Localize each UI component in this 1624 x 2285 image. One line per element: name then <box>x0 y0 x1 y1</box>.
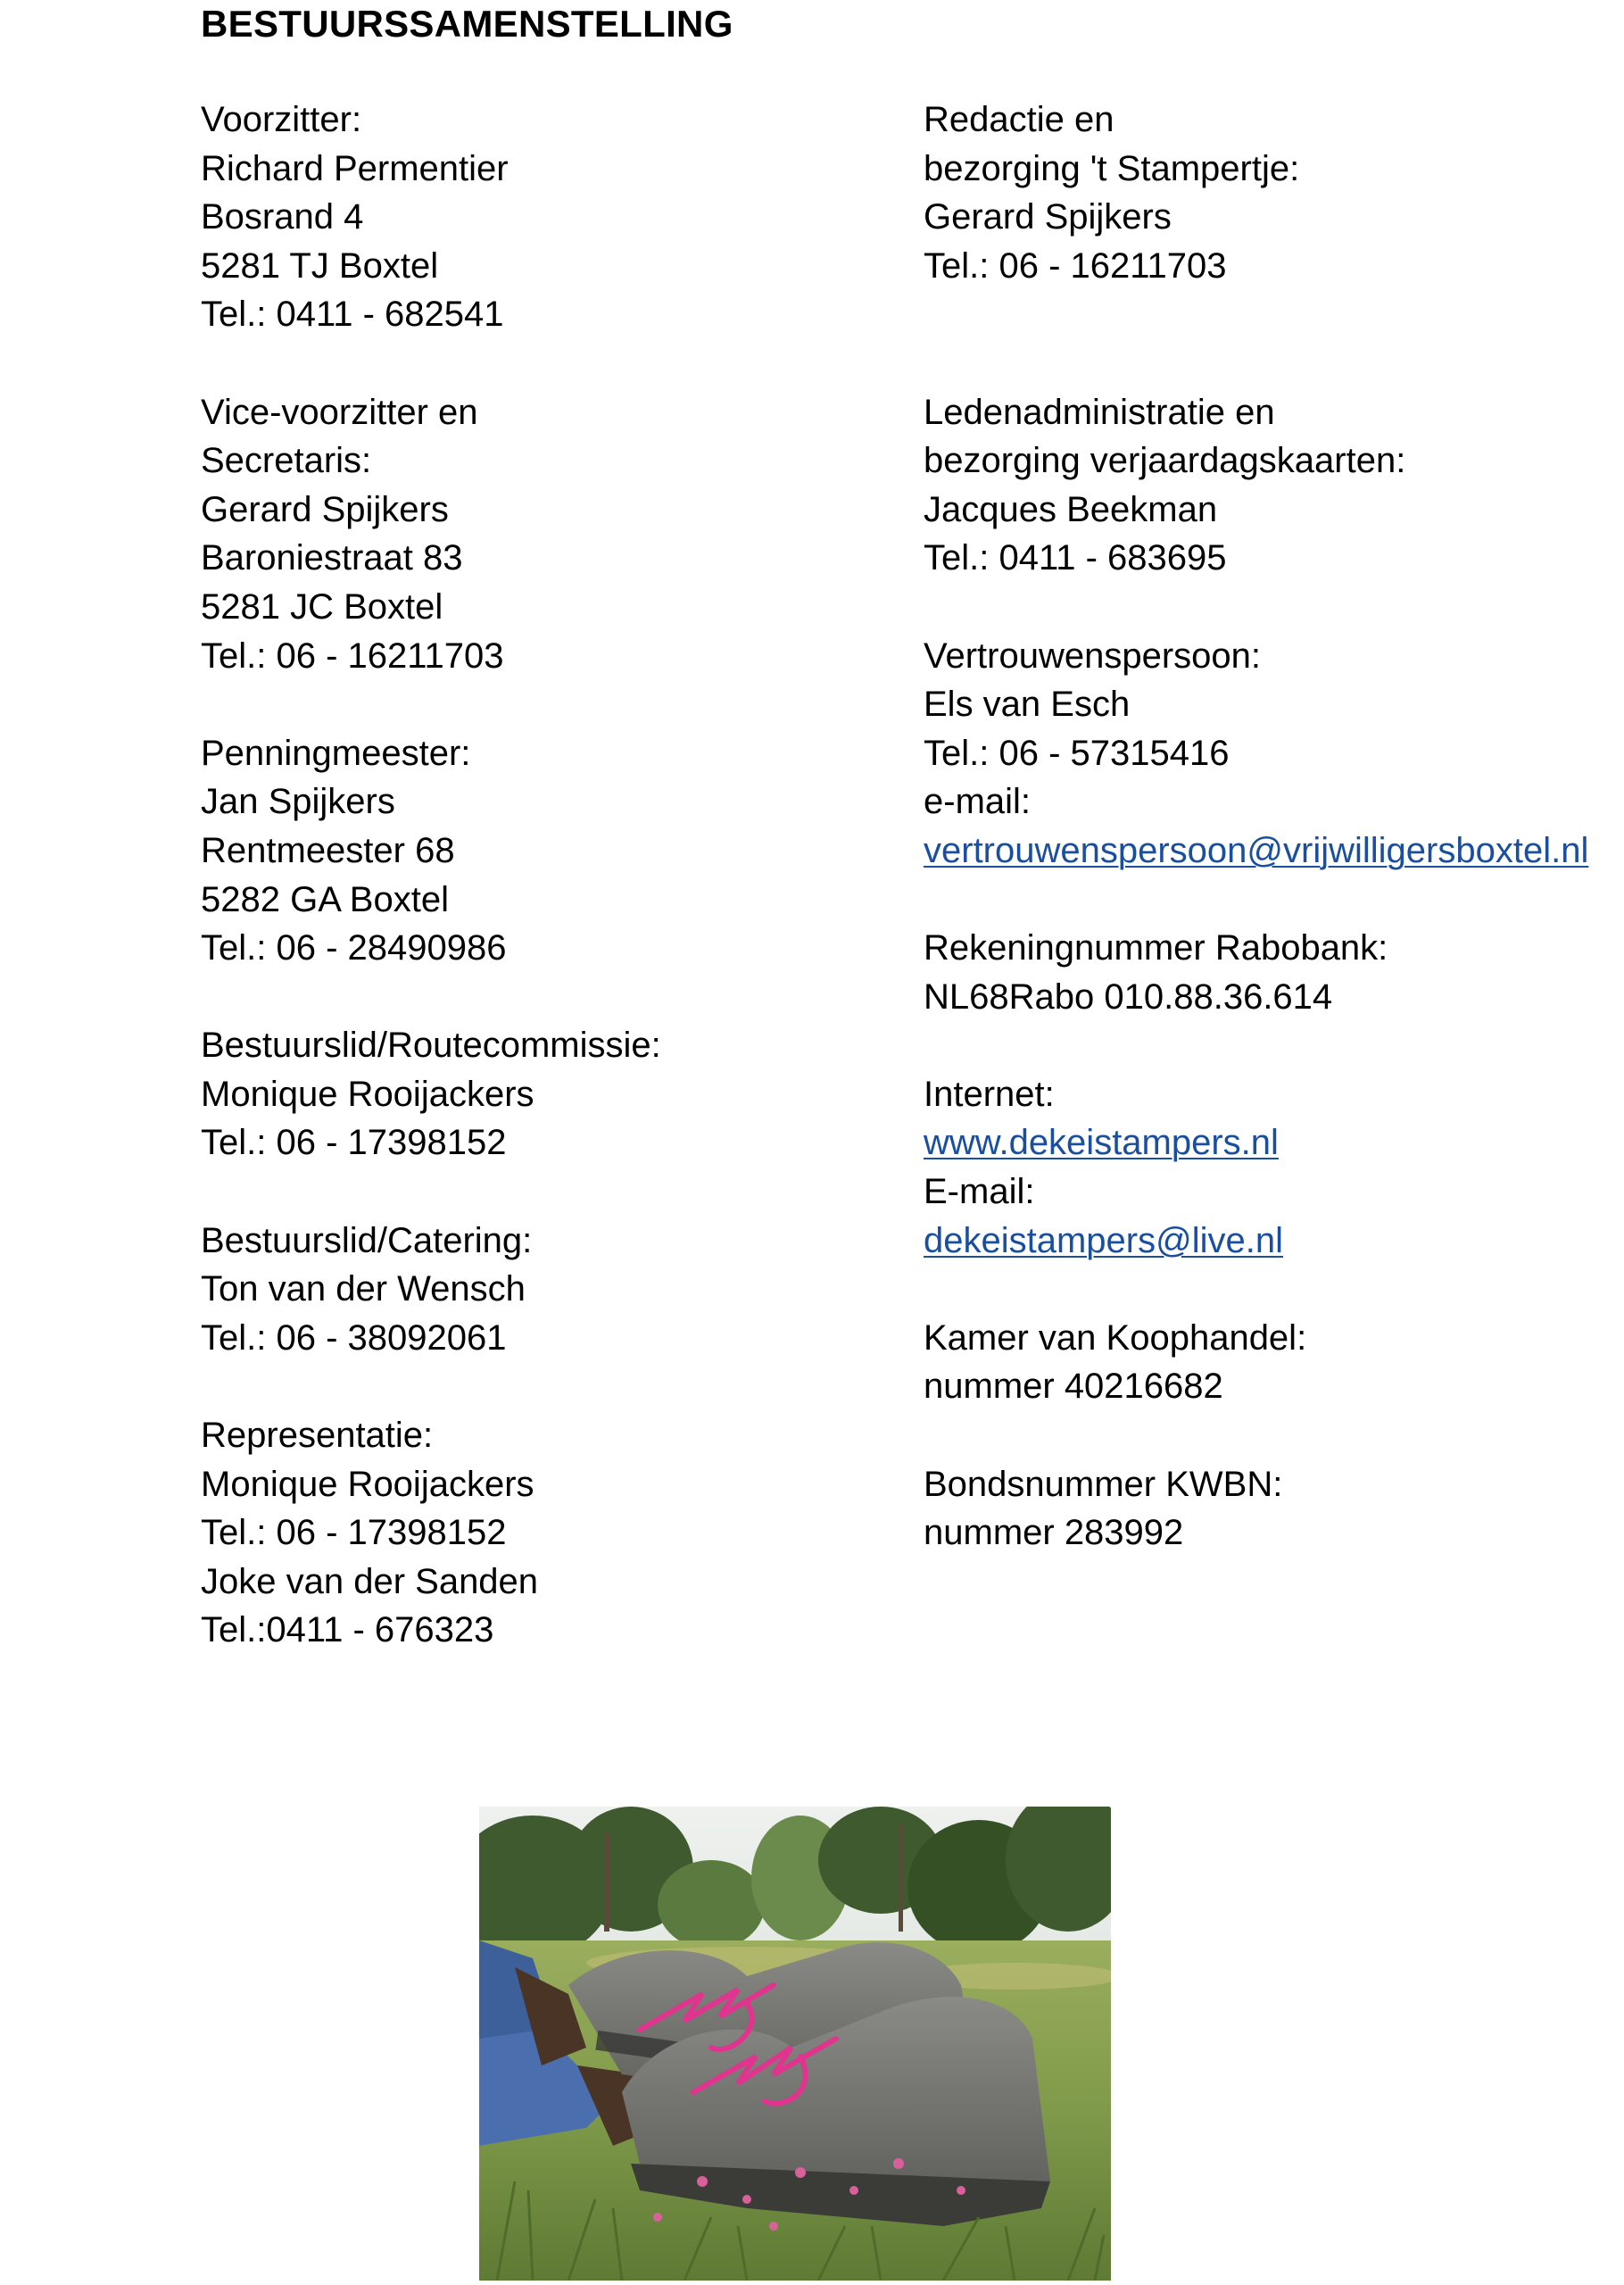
representation-name-1: Monique Rooijackers <box>201 1464 534 1504</box>
hiking-boots-photo <box>479 1807 1111 2281</box>
membership-phone: Tel.: 0411 - 683695 <box>924 538 1227 578</box>
chamber-of-commerce-number: nummer 40216682 <box>924 1367 1223 1407</box>
confidant-name: Els van Esch <box>924 685 1131 725</box>
representation-phone-1: Tel.: 06 - 17398152 <box>201 1513 507 1553</box>
treasurer-phone: Tel.: 06 - 28490986 <box>201 928 507 968</box>
confidant-block <box>924 632 1620 876</box>
secretary-heading: Secretaris: <box>201 441 372 481</box>
confidant-email-label: e-mail: <box>924 782 1032 822</box>
treasurer-heading: Penningmeester: <box>201 733 471 773</box>
bank-account-heading: Rekeningnummer Rabobank: <box>924 928 1388 968</box>
bank-account-number: NL68Rabo 010.88.36.614 <box>924 976 1333 1017</box>
confidant-heading: Vertrouwenspersoon: <box>924 636 1262 676</box>
website-link[interactable]: www.dekeistampers.nl <box>924 1123 1279 1163</box>
bank-account-block <box>924 924 1620 1021</box>
page-title: BESTUURSSAMENSTELLING <box>201 3 733 45</box>
editorial-block <box>924 96 1620 290</box>
membership-name: Jacques Beekman <box>924 489 1218 529</box>
vice-chairman-phone: Tel.: 06 - 16211703 <box>201 636 504 676</box>
representation-block <box>201 1411 879 1655</box>
catering-phone: Tel.: 06 - 38092061 <box>201 1317 507 1358</box>
club-email-link[interactable]: dekeistampers@live.nl <box>924 1220 1283 1260</box>
editorial-heading-2: bezorging 't Stampertje: <box>924 148 1300 188</box>
representation-heading: Representatie: <box>201 1416 434 1456</box>
catering-heading: Bestuurslid/Catering: <box>201 1220 533 1260</box>
kwbn-number: nummer 283992 <box>924 1513 1184 1553</box>
membership-heading-2: bezorging verjaardagskaarten: <box>924 441 1406 481</box>
vice-chairman-street: Baroniestraat 83 <box>201 538 463 578</box>
vice-chairman-block <box>201 388 879 681</box>
treasurer-city: 5282 GA Boxtel <box>201 879 449 919</box>
internet-heading: Internet: <box>924 1074 1055 1114</box>
chairman-name: Richard Permentier <box>201 148 509 188</box>
chairman-city: 5281 TJ Boxtel <box>201 245 439 286</box>
email-label: E-mail: <box>924 1172 1035 1212</box>
editorial-heading: Redactie en <box>924 100 1114 139</box>
chamber-of-commerce-heading: Kamer van Koophandel: <box>924 1317 1307 1358</box>
catering-name: Ton van der Wensch <box>201 1269 526 1309</box>
board-column-left <box>201 96 879 1655</box>
catering-block <box>201 1217 879 1363</box>
vice-chairman-heading: Vice-voorzitter en <box>201 392 478 432</box>
internet-block <box>924 1070 1620 1265</box>
membership-block <box>924 388 1620 583</box>
route-committee-name: Monique Rooijackers <box>201 1074 534 1114</box>
kwbn-heading: Bondsnummer KWBN: <box>924 1464 1283 1504</box>
treasurer-name: Jan Spijkers <box>201 782 395 822</box>
editorial-phone: Tel.: 06 - 16211703 <box>924 245 1227 286</box>
kwbn-block <box>924 1460 1620 1558</box>
representation-name-2: Joke van der Sanden <box>201 1561 539 1601</box>
confidant-email-link[interactable]: vertrouwenspersoon@vrijwilligersboxtel.nl <box>924 830 1589 870</box>
editorial-name: Gerard Spijkers <box>924 197 1172 237</box>
membership-heading: Ledenadministratie en <box>924 392 1275 432</box>
representation-phone-2: Tel.:0411 - 676323 <box>201 1610 494 1650</box>
vice-chairman-name: Gerard Spijkers <box>201 489 449 529</box>
chamber-of-commerce-block <box>924 1314 1620 1411</box>
chairman-heading: Voorzitter: <box>201 100 362 139</box>
vice-chairman-city: 5281 JC Boxtel <box>201 586 443 627</box>
chairman-phone: Tel.: 0411 - 682541 <box>201 295 504 335</box>
chairman-block <box>201 96 879 339</box>
treasurer-street: Rentmeester 68 <box>201 830 455 870</box>
route-committee-phone: Tel.: 06 - 17398152 <box>201 1123 507 1163</box>
route-committee-heading: Bestuurslid/Routecommissie: <box>201 1026 661 1066</box>
confidant-phone: Tel.: 06 - 57315416 <box>924 733 1230 773</box>
hiking-boots-icon <box>479 1807 1111 2281</box>
route-committee-block <box>201 1021 879 1167</box>
treasurer-block <box>201 729 879 973</box>
chairman-street: Bosrand 4 <box>201 197 364 237</box>
board-column-right <box>924 96 1620 1558</box>
